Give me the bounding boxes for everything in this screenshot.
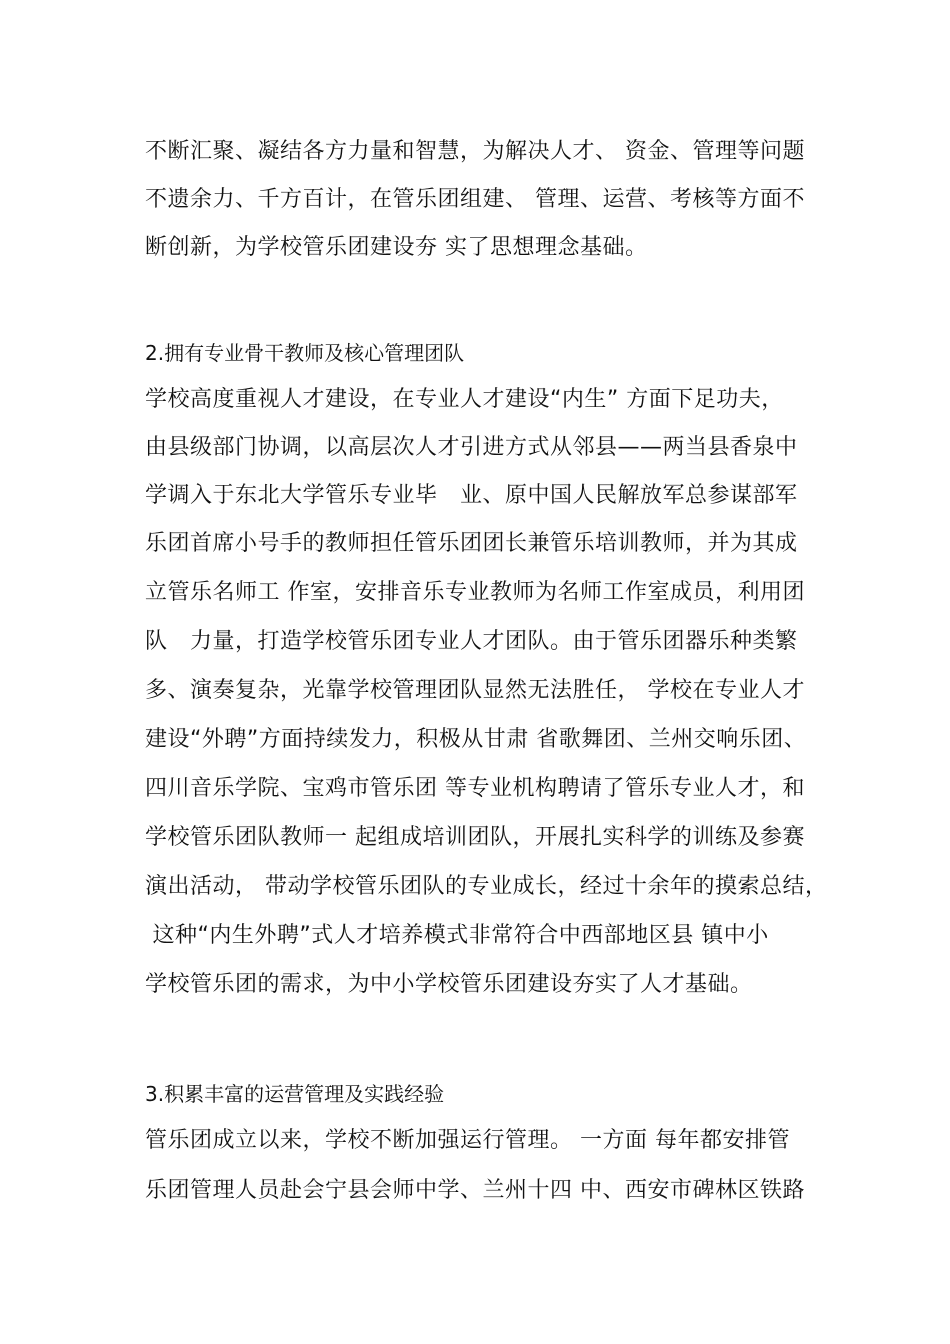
text-line: 学校高度重视人才建设，在专业人才建设“内生” 方面下足功夫，: [145, 387, 784, 412]
text-line: 不断汇聚、凝结各方力量和智慧，为解决人才、 资金、管理等问题: [145, 139, 805, 164]
text-line: 这种“内生外聘”式人才培养模式非常符合中西部地区县 镇中小: [145, 923, 769, 948]
section-heading: 2.拥有专业骨干教师及核心管理团队: [145, 341, 465, 365]
text-line: 乐团管理人员赴会宁县会师中学、兰州十四 中、西安市碑林区铁路: [145, 1178, 805, 1203]
text-line: 乐团首席小号手的教师担任管乐团团长兼管乐培训教师，并为其成: [145, 531, 798, 556]
text-line: 演出活动， 带动学校管乐团队的专业成长，经过十余年的摸索总结，: [145, 874, 828, 899]
text-line: 队 力量，打造学校管乐团专业人才团队。由于管乐团器乐种类繁: [145, 629, 798, 654]
text-line: 四川音乐学院、宝鸡市管乐团 等专业机构聘请了管乐专业人才，和: [145, 776, 805, 801]
text-line: 学校管乐团队教师一 起组成培训团队，开展扎实科学的训练及参赛: [145, 825, 805, 850]
text-line: 管乐团成立以来，学校不断加强运行管理。 一方面 每年都安排管: [145, 1128, 790, 1153]
section-heading: 3.积累丰富的运营管理及实践经验: [145, 1082, 445, 1106]
text-line: 学校管乐团的需求，为中小学校管乐团建设夯实了人才基础。: [145, 972, 753, 997]
text-line: 立管乐名师工 作室，安排音乐专业教师为名师工作室成员，利用团: [145, 580, 805, 605]
text-line: 建设“外聘”方面持续发力，积极从甘肃 省歌舞团、兰州交响乐团、: [145, 727, 807, 752]
text-line: 断创新，为学校管乐团建设夯 实了思想理念基础。: [145, 235, 648, 260]
text-line: 由县级部门协调，以高层次人才引进方式从邻县——两当县香泉中: [145, 435, 798, 460]
text-line: 学调入于东北大学管乐专业毕 业、原中国人民解放军总参谋部军: [145, 483, 798, 508]
text-line: 多、演奏复杂，光靠学校管理团队显然无法胜任， 学校在专业人才: [145, 678, 805, 703]
text-line: 不遗余力、千方百计，在管乐团组建、 管理、运营、考核等方面不: [145, 187, 805, 212]
